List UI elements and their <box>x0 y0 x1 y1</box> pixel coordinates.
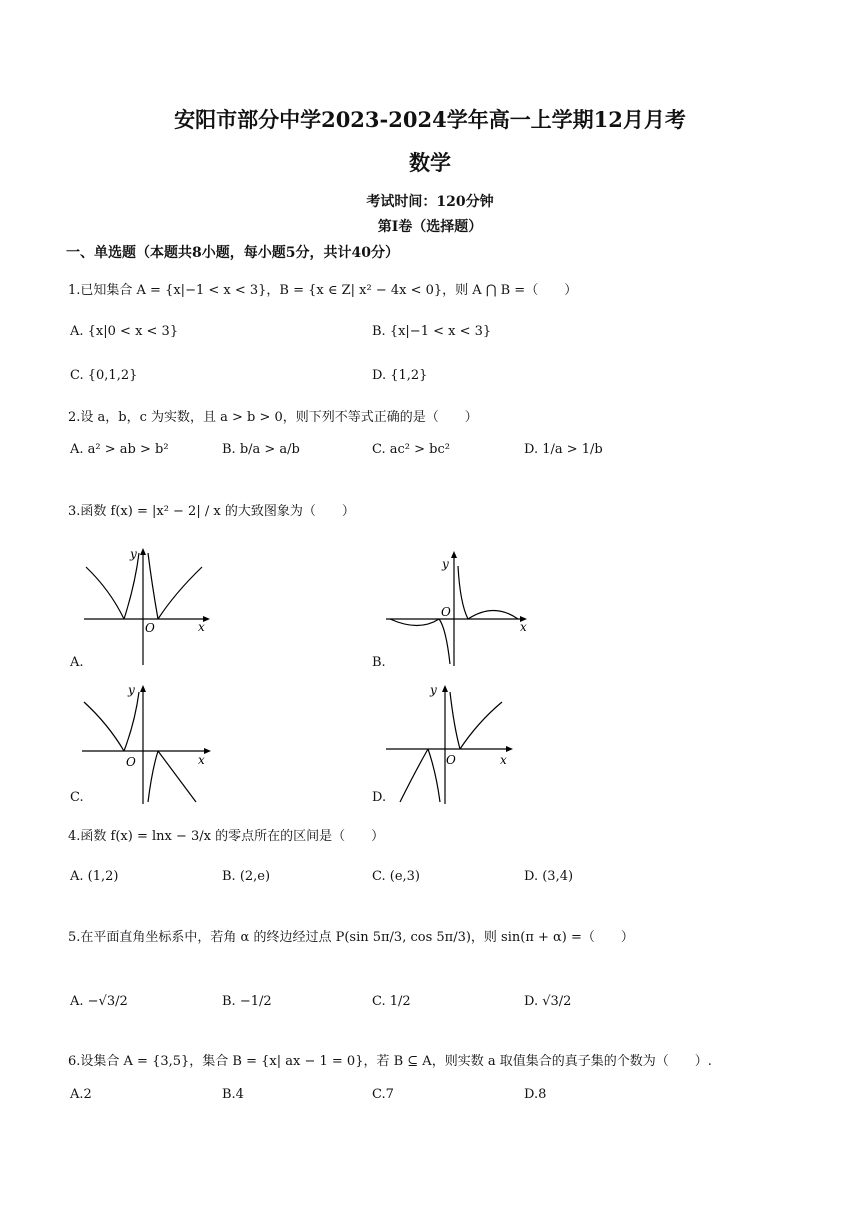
q2-option-a: A. a² > ab > b² <box>70 442 169 457</box>
q1-option-c: C. {0,1,2} <box>70 368 138 383</box>
graph-c-y-label: y <box>128 683 135 697</box>
q6-option-a: A.2 <box>70 1087 92 1102</box>
q6-option-d: D.8 <box>524 1087 547 1102</box>
q3-option-d: D. <box>372 790 387 805</box>
graph-b-y-label: y <box>442 557 449 571</box>
graph-d <box>384 682 519 807</box>
graph-a-y-label: y <box>130 547 137 561</box>
graph-a-origin-label: O <box>145 621 155 635</box>
q4-option-d: D. (3,4) <box>524 869 574 884</box>
q5-option-a: A. −√3/2 <box>70 994 128 1009</box>
graph-d-origin-label: O <box>446 753 456 767</box>
q4-option-a: A. (1,2) <box>70 869 119 884</box>
question-5: 5.在平面直角坐标系中，若角 α 的终边经过点 P(sin 5π/3, cos 5π/3)，则 sin(π + α) =（ ） <box>68 930 634 945</box>
graph-a-x-label: x <box>198 620 205 634</box>
q2-option-c: C. ac² > bc² <box>372 442 450 457</box>
graph-b <box>384 548 532 668</box>
exam-title: 安阳市部分中学2023-2024学年高一上学期12月月考 <box>174 107 686 132</box>
graph-b-origin-label: O <box>441 605 451 619</box>
question-3: 3.函数 f(x) = |x² − 2| / x 的大致图象为（ ） <box>68 504 355 519</box>
question-1: 1.已知集合 A = {x|−1 < x < 3}，B = {x ∈ Z| x² − 4x < 0}，则 A ⋂ B =（ ） <box>68 283 578 298</box>
question-4: 4.函数 f(x) = lnx − 3/x 的零点所在的区间是（ ） <box>68 829 385 844</box>
q1-option-b: B. {x|−1 < x < 3} <box>372 324 492 339</box>
q4-option-b: B. (2,e) <box>222 869 271 884</box>
question-2: 2.设 a，b，c 为实数，且 a > b > 0，则下列不等式正确的是（ ） <box>68 410 478 425</box>
graph-b-x-label: x <box>520 620 527 634</box>
q1-option-a: A. {x|0 < x < 3} <box>70 324 179 339</box>
graph-a <box>80 545 215 670</box>
graph-c-x-label: x <box>198 753 205 767</box>
question-6: 6.设集合 A = {3,5}，集合 B = {x| ax − 1 = 0}，若 B ⊆ A，则实数 a 取值集合的真子集的个数为（ ）. <box>68 1054 712 1069</box>
graph-c <box>80 682 215 807</box>
q2-option-b: B. b/a > a/b <box>222 442 300 457</box>
q6-option-b: B.4 <box>222 1087 244 1102</box>
volume-title: 第Ⅰ卷（选择题） <box>377 219 483 235</box>
q5-option-b: B. −1/2 <box>222 994 272 1009</box>
graph-d-y-label: y <box>430 683 437 697</box>
q5-option-c: C. 1/2 <box>372 994 411 1009</box>
q6-option-c: C.7 <box>372 1087 394 1102</box>
exam-time: 考试时间：120分钟 <box>366 194 494 210</box>
q3-option-b: B. <box>372 655 386 670</box>
subject-title: 数学 <box>409 150 451 175</box>
q3-option-c: C. <box>70 790 84 805</box>
graph-c-origin-label: O <box>126 755 136 769</box>
section-title: 一、单选题（本题共8小题，每小题5分，共计40分） <box>66 245 399 261</box>
graph-d-x-label: x <box>500 753 507 767</box>
q1-option-d: D. {1,2} <box>372 368 428 383</box>
q5-option-d: D. √3/2 <box>524 994 572 1009</box>
q4-option-c: C. (e,3) <box>372 869 420 884</box>
q3-option-a: A. <box>70 655 84 670</box>
q2-option-d: D. 1/a > 1/b <box>524 442 603 457</box>
